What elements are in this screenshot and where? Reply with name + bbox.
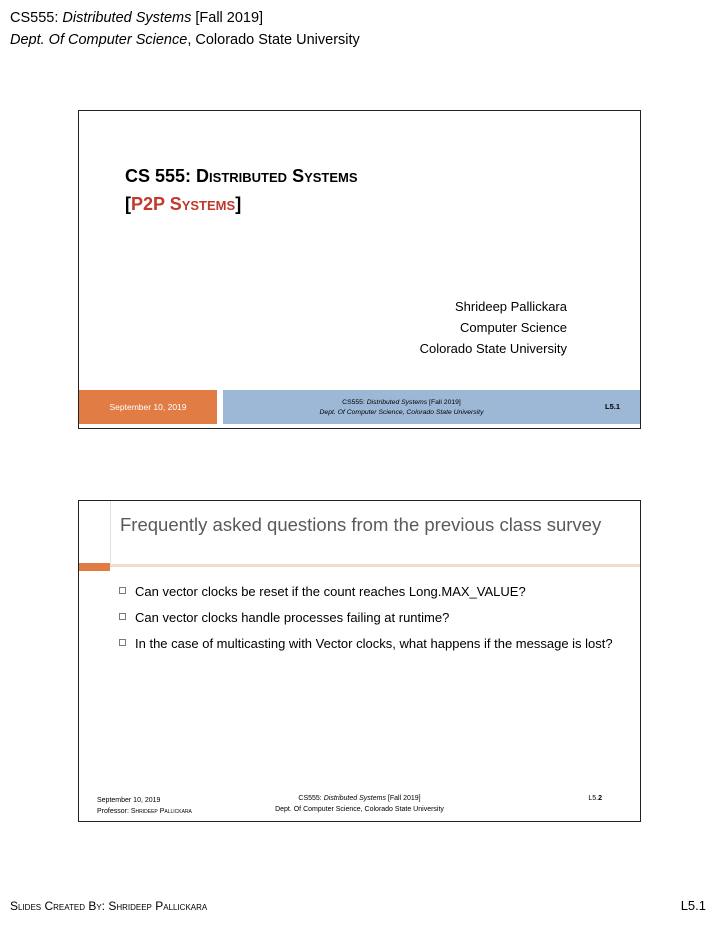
footer-term: [Fall 2019] [385,795,421,802]
university-name: , Colorado State University [187,32,360,48]
slide-num-bold: 2 [598,795,602,802]
title-underline [79,564,640,567]
slide-1-date: September 10, 2019 [79,390,217,424]
square-bullet-icon [119,639,126,646]
dept-name: Dept. Of Computer Science [10,32,188,48]
prof-label: Professor: [97,808,131,815]
subtitle-close-bracket: ] [235,194,242,214]
page-label: L5.1 [680,898,706,913]
footer-course-name: Distributed Systems [323,795,386,802]
list-item [119,581,619,602]
author-affiliation-2: Colorado State University [419,341,567,356]
title-cap-s: S [292,166,305,186]
subtitle-systems: ystems [181,194,236,214]
footer-term: [Fall 2019] [427,399,461,406]
title-distributed: istributed [209,166,293,186]
author-affiliation-1: Computer Science [460,320,567,335]
slide-1-subtitle [125,192,241,216]
course-header [10,9,263,27]
title-divider-vertical [110,501,111,564]
title-accent-bar [79,563,110,571]
course-term: [Fall 2019] [191,10,264,26]
footer-course-name: Distributed Systems [366,399,428,406]
slide-2-footer-dept: Dept. Of Computer Science, Colorado State University [275,806,444,813]
slide-1-title [125,164,358,188]
prof-cap-p: P [159,808,165,815]
slide-2-title: Frequently asked questions from the previous class survey [120,514,602,535]
subtitle-p2p: P2P S [131,194,182,214]
title-systems: ystems [304,166,358,186]
list-item [119,607,619,628]
slide-1-number: L5.1 [604,402,620,411]
slide-2-number [588,795,602,802]
created-by: Slides Created By: Shrideep Pallickara [10,899,208,913]
author-name: Shrideep Pallickara [454,299,567,314]
dept-header [10,31,360,49]
slide-1 [78,110,641,429]
slide-num-prefix: L5. [588,795,599,802]
slide-2-footer-course [79,795,640,802]
footer-code: CS555: [298,795,324,802]
slide-2-professor [97,808,192,815]
footer-code: CS555: [342,399,367,406]
question-text: Can vector clocks handle processes failing at runtime? [135,610,450,625]
prof-first: hrideep [135,808,160,815]
square-bullet-icon [119,613,126,620]
title-cap-d: D [196,166,210,186]
slide-1-footer-course [223,399,580,406]
prof-last: allickara [164,808,192,815]
course-name: Distributed Systems [62,10,192,26]
slide-1-footer-bar [223,390,640,424]
question-list [119,581,619,659]
slide-2 [78,500,641,822]
square-bullet-icon [119,587,126,594]
slide-1-footer-dept: Dept. Of Computer Science, Colorado State University [319,409,484,416]
prof-cap-s: S [130,808,136,815]
subtitle-open-bracket: [ [125,194,131,214]
slide-2-date: September 10, 2019 [97,797,161,804]
question-text: In the case of multicasting with Vector clocks, what happens if the message is lost? [135,636,613,651]
author-block [420,296,567,359]
course-code: CS555: [10,10,63,26]
list-item [119,633,619,654]
title-course: CS 555: [125,166,197,186]
question-text: Can vector clocks be reset if the count reaches Long.MAX_VALUE? [135,584,526,599]
